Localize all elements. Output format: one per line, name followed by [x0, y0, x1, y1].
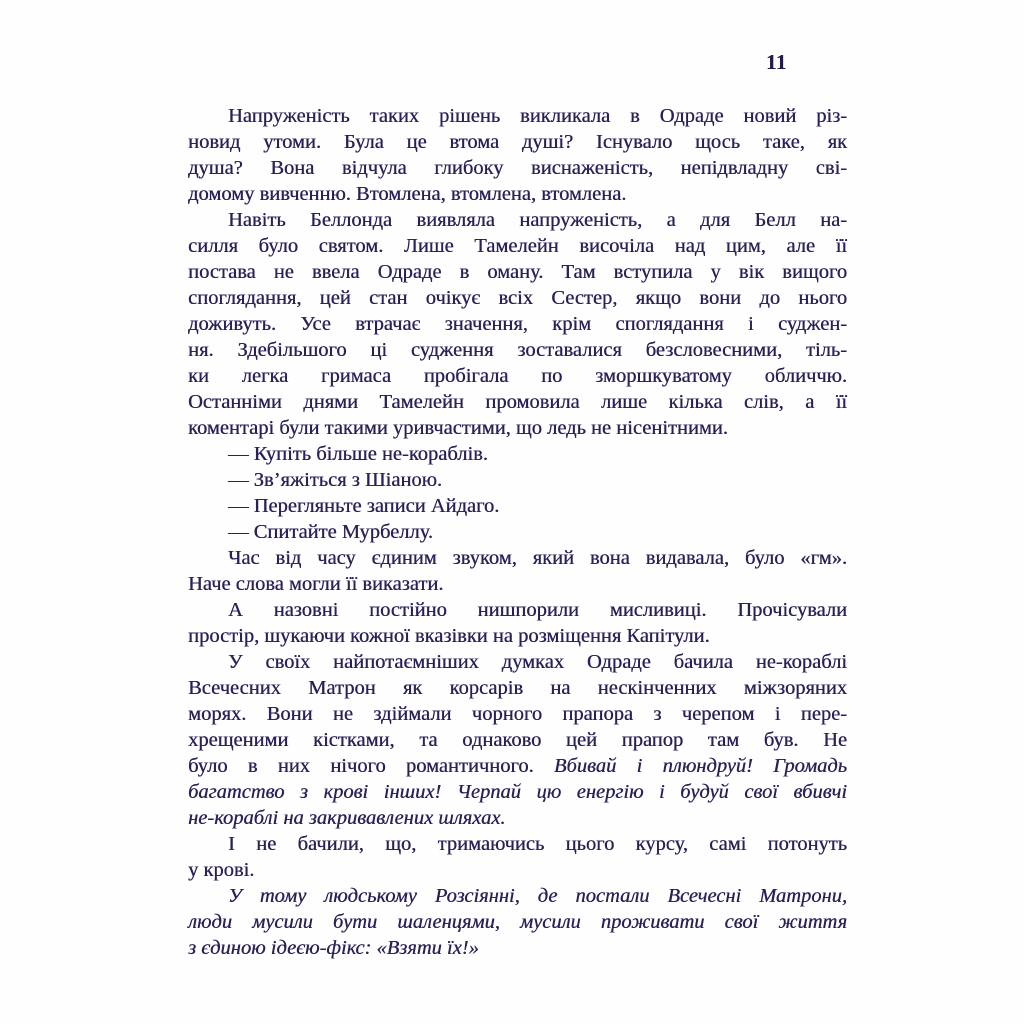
text-line — [188, 571, 847, 597]
body-text: Час від часу єдиним звуком, який вона видавала, було «гм». — [228, 547, 847, 569]
body-text: — Купіть більше не-кораблів. — [228, 443, 488, 465]
text-line — [188, 909, 847, 935]
body-text: А назовні постійно нишпорили мисливиці. Прочісували — [228, 599, 847, 621]
body-text: постава не ввела Одраде в оману. Там вступила у вік вищого — [188, 261, 847, 283]
text-line — [188, 363, 847, 389]
italic-text: люди мусили бути шаленцями, мусили проживати свої життя — [188, 911, 847, 933]
italic-text: багатство з крові інших! Черпай цю енергію і будуй свої вбивчі — [188, 781, 847, 803]
text-line — [188, 207, 847, 233]
text-line — [188, 181, 847, 207]
text-line — [188, 103, 847, 129]
body-text: — Спитайте Мурбеллу. — [228, 521, 433, 543]
text-line — [188, 753, 847, 779]
text-line — [188, 857, 847, 883]
text-line — [188, 155, 847, 181]
text-line — [188, 415, 847, 441]
text-line — [188, 623, 847, 649]
text-line — [188, 935, 847, 961]
body-text: Напруженість таких рішень викликала в Одраде новий різ- — [228, 105, 847, 127]
text-line — [188, 311, 847, 337]
text-line — [188, 675, 847, 701]
body-text: ня. Здебільшого ці судження зоставалися безсловесними, тіль- — [188, 339, 847, 361]
body-text: морях. Вони не здіймали чорного прапора з черепом і пере- — [188, 703, 847, 725]
body-text: у крові. — [188, 859, 255, 881]
text-line — [188, 883, 847, 909]
body-text: домому вивченню. Втомлена, втомлена, втомлена. — [188, 183, 627, 205]
body-text: І не бачили, що, тримаючись цього курсу, самі потонуть — [228, 833, 847, 855]
text-line — [188, 259, 847, 285]
italic-text: не-кораблі на закривавлених шляхах. — [188, 807, 506, 829]
body-text: Всечесних Матрон як корсарів на нескінченних міжзоряних — [188, 677, 847, 699]
text-line — [188, 545, 847, 571]
text-line — [188, 129, 847, 155]
text-line — [188, 597, 847, 623]
body-text: було в них нічого романтичного. — [188, 755, 554, 777]
body-text: споглядання, цей стан очікує всіх Сестер, якщо вони до нього — [188, 287, 847, 309]
body-text: У своїх найпотаємніших думках Одраде бачила не-кораблі — [228, 651, 847, 673]
italic-text: Вбивай і плюндруй! Громадь — [553, 755, 848, 777]
body-text: новид утоми. Була це втома душі? Існувало щось таке, як — [188, 131, 847, 153]
body-text: душа? Вона відчула глибоку виснаженість, непідвладну сві- — [188, 157, 847, 179]
body-text: хрещеними кістками, та однаково цей прапор там був. Не — [188, 729, 847, 751]
text-line — [188, 233, 847, 259]
text-line — [188, 467, 847, 493]
text-line — [188, 649, 847, 675]
body-text: силля було святом. Лише Тамелейн височіла над цим, але її — [188, 235, 847, 257]
text-line — [188, 831, 847, 857]
text-line — [188, 701, 847, 727]
text-block — [188, 103, 847, 961]
body-text: ки легка гримаса пробігала по зморшкуватому обличчю. — [188, 365, 847, 387]
text-line — [188, 389, 847, 415]
body-text: — Зв’яжіться з Шіаною. — [228, 469, 443, 491]
body-text: Наче слова могли її виказати. — [188, 573, 444, 595]
text-line — [188, 493, 847, 519]
body-text: простір, шукаючи кожної вказівки на розміщення Капітули. — [188, 625, 710, 647]
body-text: Навіть Беллонда виявляла напруженість, а для Белл на- — [228, 209, 847, 231]
text-line — [188, 337, 847, 363]
text-line — [188, 519, 847, 545]
text-line — [188, 779, 847, 805]
body-text: коментарі були такими уривчастими, що ледь не нісенітними. — [188, 417, 728, 439]
body-text: доживуть. Усе втрачає значення, крім споглядання і суджен- — [188, 313, 847, 335]
italic-text: з єдиною ідеєю-фікс: «Взяти їх!» — [188, 937, 479, 959]
text-line — [188, 727, 847, 753]
text-line — [188, 805, 847, 831]
body-text: — Перегляньте записи Айдаго. — [228, 495, 500, 517]
italic-text: У тому людському Розсіянні, де постали Всечесні Матрони, — [228, 885, 847, 907]
body-text: Останніми днями Тамелейн промовила лише кілька слів, а її — [188, 391, 847, 413]
text-line — [188, 285, 847, 311]
page-number: 11 — [766, 50, 787, 74]
text-line — [188, 441, 847, 467]
